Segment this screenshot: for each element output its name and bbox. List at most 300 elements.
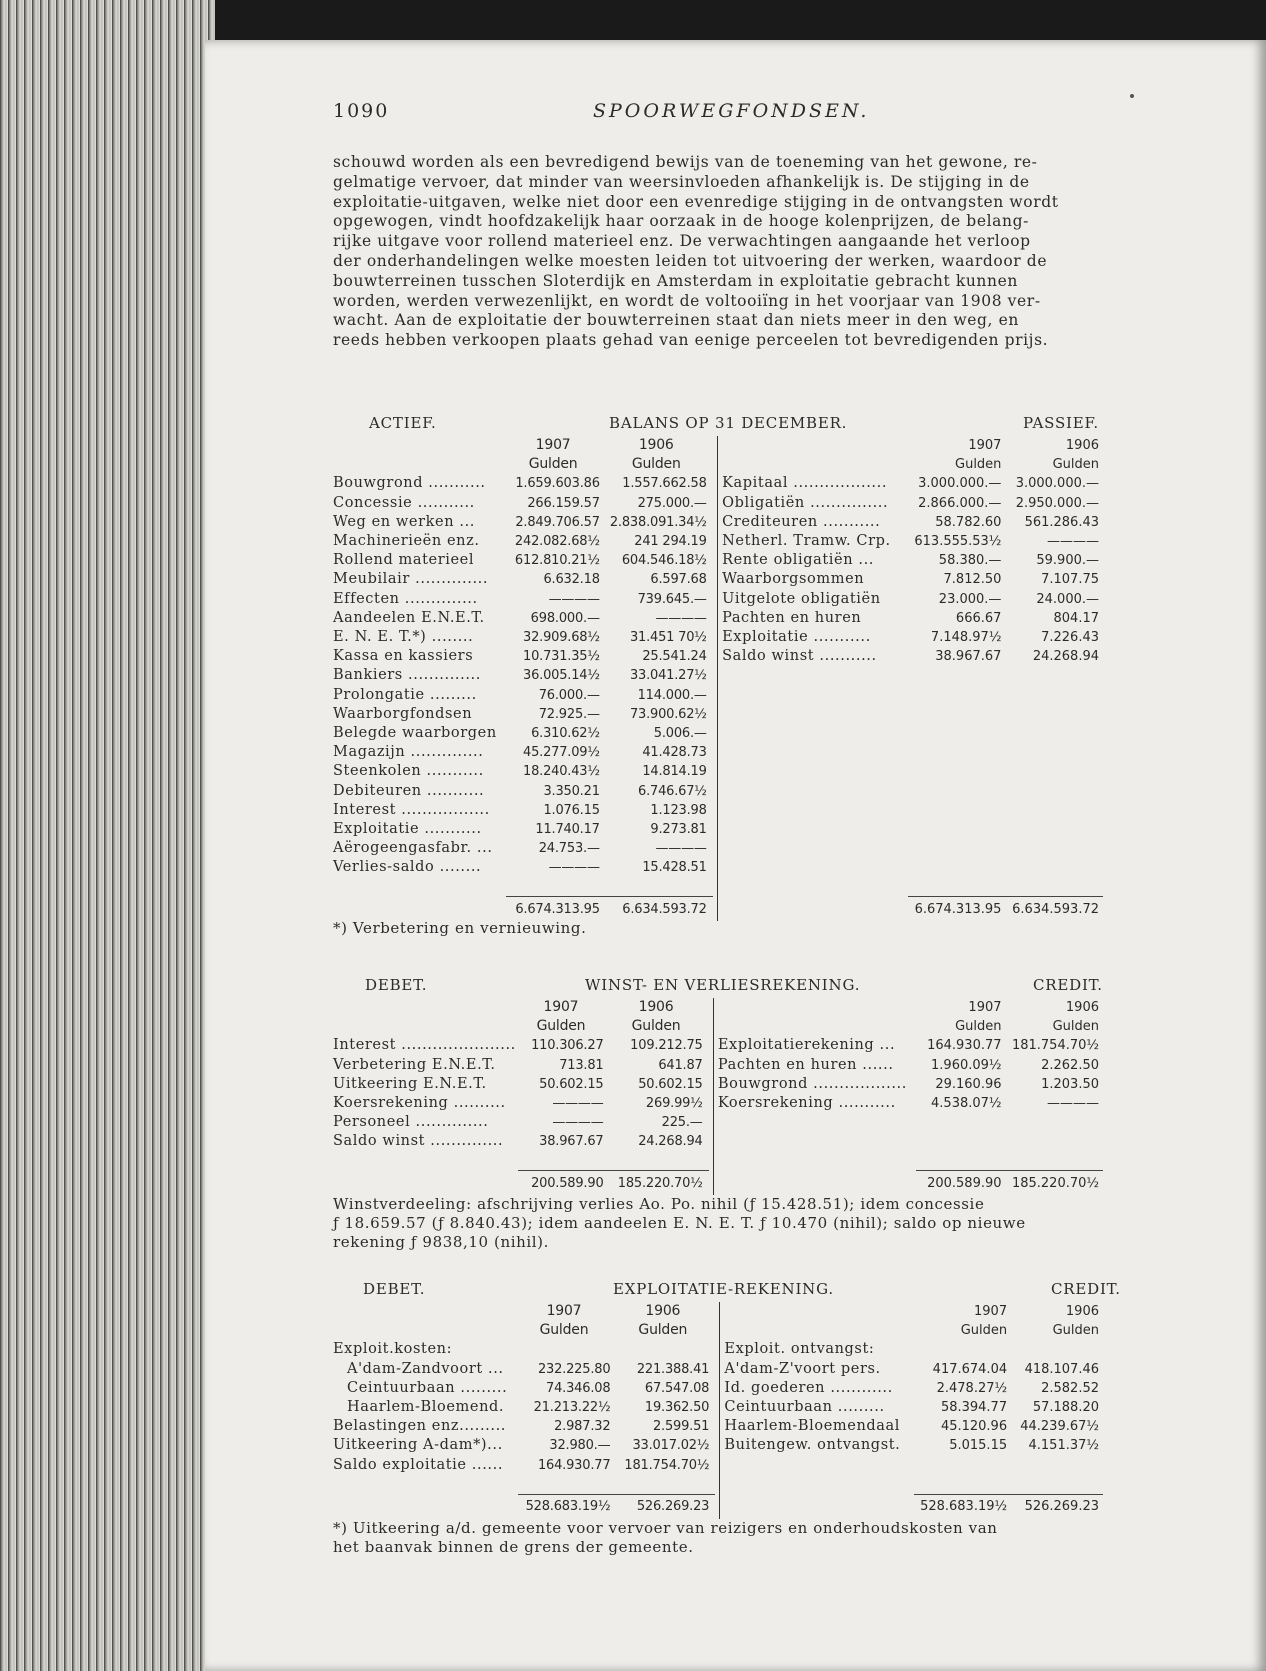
value-1907: 2.849.706.57 <box>515 514 600 530</box>
value-1907: 698.000.— <box>530 610 600 626</box>
column-header: Gulden <box>1052 457 1099 473</box>
row-label: A'dam-Zandvoort ... <box>347 1360 504 1377</box>
table-row <box>333 513 1103 532</box>
value-1906: 561.286.43 <box>1024 514 1099 530</box>
table-row <box>333 1456 1103 1475</box>
operating-account <box>333 1280 1121 1557</box>
table-row <box>333 551 1103 570</box>
blank-cell <box>713 1132 916 1151</box>
blank-cell <box>1005 839 1103 858</box>
row-label: E. N. E. T.*) ........ <box>333 629 474 646</box>
value-1907: 18.240.43½ <box>523 764 600 780</box>
column-header: Gulden <box>955 457 1002 473</box>
table-row <box>333 1360 1103 1379</box>
blank-cell <box>718 839 908 858</box>
blank-cell <box>1005 705 1103 724</box>
row-label: Belegde waarborgen <box>333 725 497 742</box>
blank-cell <box>333 1321 518 1340</box>
table-row <box>333 1132 1103 1151</box>
blank-cell <box>1011 1475 1103 1494</box>
value-1906: 241 294.19 <box>634 534 707 550</box>
blank-cell <box>908 724 1006 743</box>
row-label: Meubilair .............. <box>333 571 489 588</box>
paragraph-line: reeds hebben verkoopen plaats gehad van eenige perceelen tot bevredigenden prijs. <box>333 331 1049 350</box>
column-header: 1906 <box>638 999 674 1015</box>
note-line: ƒ 18.659.57 (ƒ 8.840.43); idem aandeelen E. N. E. T. ƒ 10.470 (nihil); saldo op nieuwe <box>333 1214 1026 1233</box>
value-1906: 2.599.51 <box>652 1419 710 1435</box>
value-1906: 109.212.75 <box>630 1038 703 1054</box>
value-1907: 1.076.15 <box>543 802 600 818</box>
page-header <box>333 100 1103 130</box>
row-label: Belastingen enz......... <box>333 1418 507 1435</box>
row-label: Rente obligatiën ... <box>722 552 874 569</box>
value-1906: 24.268.94 <box>638 1134 703 1150</box>
value-1906 <box>616 1340 715 1359</box>
column-header-row <box>333 998 1103 1017</box>
credit-heading: CREDIT. <box>1051 1280 1121 1298</box>
value-1906: 25.541.24 <box>642 649 707 665</box>
value-1906: 57.188.20 <box>1032 1400 1099 1416</box>
blank-cell <box>720 1456 914 1475</box>
blank-cell <box>506 878 605 897</box>
table-row <box>333 1436 1103 1455</box>
table-row <box>333 532 1103 551</box>
row-label: Uitgelote obligatiën <box>722 590 881 607</box>
value-1906: 33.041.27½ <box>629 668 707 684</box>
profit-loss-account <box>333 976 1103 1252</box>
row-label: Interest ................. <box>333 801 490 818</box>
blank-cell <box>908 801 1006 820</box>
row-label: Effecten .............. <box>333 590 478 607</box>
table-row <box>333 666 1103 685</box>
blank-cell <box>718 743 908 762</box>
print-smudge <box>1130 94 1134 98</box>
value-1906: 31.451 70½ <box>629 630 707 646</box>
value-1907: 242.082.68½ <box>514 534 600 550</box>
blank-cell <box>718 666 908 685</box>
blank-cell <box>606 878 713 897</box>
table-row <box>333 820 1103 839</box>
value-1907: 10.731.35½ <box>523 649 600 665</box>
table-row <box>333 1094 1103 1113</box>
value-1906: 24.000.— <box>1036 591 1099 607</box>
total-1907: 200.589.90 <box>927 1175 1002 1191</box>
blank-cell <box>333 1152 518 1171</box>
value-1907 <box>518 1340 617 1359</box>
profit-loss-table <box>333 998 1103 1195</box>
running-title: SPOORWEGFONDSEN. <box>593 100 870 122</box>
credit-heading: CREDIT. <box>1033 976 1103 994</box>
value-1907: 164.930.77 <box>927 1038 1002 1054</box>
row-label: Aërogeengasfabr. ... <box>333 840 493 857</box>
value-1906: 2.262.50 <box>1041 1057 1099 1073</box>
blank-cell <box>718 820 908 839</box>
blank-cell <box>914 1475 1011 1494</box>
paragraph-line: opgewogen, vindt hoofdzakelijk haar oorzaak in de hooge kolenprijzen, de belang- <box>333 212 1029 231</box>
table-row <box>333 1398 1103 1417</box>
spacer-row <box>333 1475 1103 1494</box>
table-row <box>333 1036 1103 1055</box>
blank-cell <box>718 724 908 743</box>
row-label: Exploitatie ........... <box>722 629 871 646</box>
value-1906: ———— <box>1047 534 1099 550</box>
blank-cell <box>333 455 506 474</box>
column-header-row <box>333 1017 1103 1036</box>
blank-cell <box>1005 801 1103 820</box>
table-row <box>333 1056 1103 1075</box>
total-row <box>333 897 1103 922</box>
blank-cell <box>718 686 908 705</box>
value-1907: 32.980.— <box>549 1438 611 1454</box>
book-page-edges <box>0 0 215 1671</box>
row-label: Rollend materieel <box>333 552 475 569</box>
table-row <box>333 724 1103 743</box>
value-1906: 33.017.02½ <box>632 1438 710 1454</box>
column-header: 1907 <box>546 1303 582 1319</box>
debet-heading: DEBET. <box>365 976 428 994</box>
row-label: Haarlem-Bloemendaal <box>724 1418 901 1435</box>
value-1907 <box>914 1340 1011 1359</box>
blank-cell <box>720 1302 914 1321</box>
value-1907: ———— <box>552 1096 604 1112</box>
value-1906: 7.107.75 <box>1041 572 1099 588</box>
row-label: Waarborgfondsen <box>333 705 473 722</box>
blank-cell <box>333 1302 518 1321</box>
column-header: Gulden <box>960 1323 1008 1339</box>
value-1907: 3.000.000.— <box>918 476 1002 492</box>
value-1906: 418.107.46 <box>1024 1361 1099 1377</box>
page-number: 1090 <box>333 100 390 122</box>
value-1907: 45.277.09½ <box>523 745 600 761</box>
value-1906: 181.754.70½ <box>1011 1038 1099 1054</box>
balance-sheet-titles <box>333 414 1103 436</box>
value-1907: 4.538.07½ <box>931 1096 1002 1112</box>
row-label: Debiteuren ........... <box>333 782 485 799</box>
blank-cell <box>333 1475 518 1494</box>
row-label: Uitkeering A-dam*)... <box>333 1437 503 1454</box>
debet-heading: DEBET. <box>363 1280 426 1298</box>
table-row <box>333 494 1103 513</box>
spacer-row <box>333 1152 1103 1171</box>
value-1906: ———— <box>655 841 707 857</box>
row-label: Exploitatierekening ... <box>717 1037 896 1054</box>
value-1907: 3.350.21 <box>543 783 600 799</box>
value-1907: 613.555.53½ <box>914 534 1002 550</box>
column-header: Gulden <box>631 1018 681 1035</box>
column-header: Gulden <box>1052 1323 1099 1339</box>
blank-cell <box>333 1171 518 1196</box>
value-1907: 2.866.000.— <box>918 495 1002 511</box>
value-1906: ———— <box>1047 1096 1099 1112</box>
blank-cell <box>713 998 916 1017</box>
paragraph-line: schouwd worden als een bevredigend bewijs van de toeneming van het gewone, re- <box>333 153 1038 171</box>
value-1906: 15.428.51 <box>642 860 707 876</box>
operating-account-titles <box>333 1280 1121 1302</box>
row-label: Netherl. Tramw. Crp. <box>722 533 891 550</box>
value-1907: 58.394.77 <box>940 1400 1008 1416</box>
value-1907: 11.740.17 <box>535 822 600 838</box>
value-1907: 417.674.04 <box>932 1361 1008 1377</box>
value-1907: 38.967.67 <box>539 1134 604 1150</box>
blank-cell <box>718 878 908 897</box>
value-1906: 225.— <box>661 1115 703 1131</box>
value-1907: 6.632.18 <box>543 572 600 588</box>
value-1906: 14.814.19 <box>642 764 707 780</box>
value-1907: 2.987.32 <box>554 1419 611 1435</box>
value-1906: 9.273.81 <box>650 822 707 838</box>
value-1906: 275.000.— <box>637 495 707 511</box>
row-label: Haarlem-Bloemend. <box>347 1399 505 1416</box>
column-header-row <box>333 436 1103 455</box>
value-1907: 7.812.50 <box>943 572 1002 588</box>
balance-sheet <box>333 414 1103 938</box>
total-1906: 6.634.593.72 <box>622 901 707 917</box>
blank-cell <box>908 878 1006 897</box>
row-label: Magazijn .............. <box>333 744 484 761</box>
total-1907: 6.674.313.95 <box>914 901 1002 917</box>
blank-cell <box>333 998 518 1017</box>
row-label: Prolongatie ......... <box>333 686 477 703</box>
blank-cell <box>713 1113 916 1132</box>
column-header-row <box>333 1302 1103 1321</box>
row-label: Exploitatie ........... <box>333 821 482 838</box>
note-line: het baanvak binnen de grens der gemeente. <box>333 1537 694 1556</box>
value-1906: 2.950.000.— <box>1015 495 1099 511</box>
row-label: Machinerieën enz. <box>333 533 480 550</box>
column-header: Gulden <box>528 456 578 473</box>
value-1907: 110.306.27 <box>531 1038 604 1054</box>
row-label: Saldo winst ........... <box>722 648 877 665</box>
blank-cell <box>720 1321 914 1340</box>
operating-footnote <box>333 1519 1103 1557</box>
row-label: Obligatiën ............... <box>722 494 889 511</box>
table-row <box>333 839 1103 858</box>
balance-footnote: *) Verbetering en vernieuwing. <box>333 919 587 938</box>
value-1906: 2.838.091.34½ <box>609 514 707 530</box>
value-1907: 612.810.21½ <box>514 553 600 569</box>
value-1907: 38.967.67 <box>935 649 1002 665</box>
value-1906: 181.754.70½ <box>624 1457 710 1473</box>
value-1907: 32.909.68½ <box>523 630 600 646</box>
value-1907: 5.015.15 <box>949 1438 1008 1454</box>
column-header: 1907 <box>968 1000 1002 1015</box>
row-label: Steenkolen ........... <box>333 763 484 780</box>
column-header: 1906 <box>1065 1304 1099 1319</box>
paragraph-line: der onderhandelingen welke moesten leiden tot uitvoering der werken, waardoor de <box>333 251 1048 270</box>
value-1906: 804.17 <box>1053 610 1099 626</box>
total-1907: 200.589.90 <box>531 1175 604 1191</box>
table-row <box>333 743 1103 762</box>
row-label: A'dam-Z'voort pers. <box>724 1360 881 1377</box>
value-1907: 21.213.22½ <box>533 1400 611 1416</box>
total-1906: 526.269.23 <box>1024 1498 1099 1514</box>
value-1907: 74.346.08 <box>546 1380 611 1396</box>
blank-cell <box>713 1171 916 1196</box>
total-1907: 528.683.19½ <box>920 1498 1008 1514</box>
column-header: Gulden <box>1052 1019 1099 1035</box>
row-label: Concessie ........... <box>333 494 475 511</box>
table-row <box>333 1340 1103 1359</box>
blank-cell <box>1005 782 1103 801</box>
row-label: Buitengew. ontvangst. <box>724 1437 901 1454</box>
value-1906: 6.597.68 <box>650 572 707 588</box>
value-1907: 713.81 <box>559 1057 604 1073</box>
value-1906: 269.99½ <box>645 1096 703 1112</box>
value-1907: 45.120.96 <box>940 1419 1008 1435</box>
value-1906: 739.645.— <box>637 591 707 607</box>
table-row <box>333 762 1103 781</box>
column-header: Gulden <box>631 456 681 473</box>
value-1906: ———— <box>655 610 707 626</box>
paragraph-line: exploitatie-uitgaven, welke niet door een evenredige stijging in de ontvangsten wordt <box>333 192 1059 211</box>
value-1906: 3.000.000.— <box>1015 476 1099 492</box>
blank-cell <box>1006 1132 1103 1151</box>
table-row <box>333 782 1103 801</box>
value-1906: 41.428.73 <box>642 745 707 761</box>
profit-distribution-note <box>333 1195 1103 1252</box>
table-row <box>333 686 1103 705</box>
column-header: 1906 <box>1065 438 1099 453</box>
row-label: Uitkeering E.N.E.T. <box>333 1075 487 1092</box>
blank-cell <box>718 762 908 781</box>
value-1906: 604.546.18½ <box>621 553 707 569</box>
column-header-row <box>333 455 1103 474</box>
value-1906: 1.203.50 <box>1041 1076 1099 1092</box>
blank-cell <box>908 839 1006 858</box>
operating-account-table <box>333 1302 1103 1519</box>
table-row <box>333 1113 1103 1132</box>
value-1907: 23.000.— <box>938 591 1002 607</box>
total-1906: 6.634.593.72 <box>1012 901 1099 917</box>
column-header: 1907 <box>968 438 1002 453</box>
column-header: 1907 <box>535 437 571 453</box>
column-header: Gulden <box>539 1322 589 1339</box>
intro-paragraph <box>333 153 1097 351</box>
blank-cell <box>1005 724 1103 743</box>
value-1907: 1.960.09½ <box>931 1057 1002 1073</box>
blank-cell <box>718 436 908 455</box>
blank-cell <box>333 436 506 455</box>
value-1906: 6.746.67½ <box>638 783 707 799</box>
blank-cell <box>720 1475 914 1494</box>
total-1906: 185.220.70½ <box>617 1175 703 1191</box>
value-1907: 7.148.97½ <box>930 630 1002 646</box>
blank-cell <box>1005 686 1103 705</box>
blank-cell <box>718 801 908 820</box>
balance-sheet-title: BALANS OP 31 DECEMBER. <box>609 414 848 432</box>
table-row <box>333 474 1103 493</box>
profit-loss-titles <box>333 976 1103 998</box>
actief-heading: ACTIEF. <box>369 414 437 432</box>
row-label: Exploit.kosten: <box>333 1341 453 1358</box>
blank-cell <box>333 897 506 922</box>
blank-cell <box>518 1152 609 1171</box>
value-1907: 29.160.96 <box>935 1076 1002 1092</box>
blank-cell <box>1005 878 1103 897</box>
column-header: 1906 <box>1065 1000 1099 1015</box>
paragraph-line: wacht. Aan de exploitatie der bouwterreinen staat dan niets meer in den weg, en <box>333 311 1019 330</box>
blank-cell <box>908 782 1006 801</box>
value-1907: 58.782.60 <box>935 514 1002 530</box>
row-label: Exploit. ontvangst: <box>724 1341 875 1358</box>
blank-cell <box>1005 820 1103 839</box>
row-label: Aandeelen E.N.E.T. <box>333 609 485 626</box>
blank-cell <box>908 686 1006 705</box>
row-label: Pachten en huren ...... <box>717 1056 894 1073</box>
value-1907: 58.380.— <box>938 553 1002 569</box>
blank-cell <box>916 1132 1005 1151</box>
total-row <box>333 1171 1103 1196</box>
blank-cell <box>718 782 908 801</box>
table-row <box>333 590 1103 609</box>
blank-cell <box>916 1152 1005 1171</box>
blank-cell <box>713 1152 916 1171</box>
column-header-row <box>333 1321 1103 1340</box>
value-1906: 4.151.37½ <box>1028 1438 1099 1454</box>
value-1906: 114.000.— <box>637 687 707 703</box>
row-label: Bankiers .............. <box>333 667 481 684</box>
total-1906: 526.269.23 <box>636 1498 710 1514</box>
value-1906: 24.268.94 <box>1032 649 1099 665</box>
blank-cell <box>908 820 1006 839</box>
value-1907: 6.310.62½ <box>531 726 600 742</box>
profit-loss-title: WINST- EN VERLIESREKENING. <box>585 976 861 994</box>
row-label: Interest ...................... <box>333 1037 516 1054</box>
table-row <box>333 570 1103 589</box>
blank-cell <box>718 897 908 922</box>
blank-cell <box>616 1475 715 1494</box>
row-label: Kassa en kassiers <box>333 648 474 665</box>
blank-cell <box>1006 1113 1103 1132</box>
blank-cell <box>718 455 908 474</box>
value-1906: 67.547.08 <box>644 1380 710 1396</box>
blank-cell <box>908 858 1006 877</box>
value-1907: 72.925.— <box>538 706 600 722</box>
value-1907: 76.000.— <box>538 687 600 703</box>
value-1907: 36.005.14½ <box>523 668 600 684</box>
note-line: Winstverdeeling: afschrijving verlies Ao. Po. nihil (ƒ 15.428.51); idem concessie <box>333 1195 985 1214</box>
blank-cell <box>718 705 908 724</box>
value-1906 <box>1011 1340 1103 1359</box>
table-row <box>333 1379 1103 1398</box>
operating-account-title: EXPLOITATIE-REKENING. <box>613 1280 834 1298</box>
blank-cell <box>914 1456 1011 1475</box>
blank-cell <box>1005 858 1103 877</box>
blank-cell <box>916 1113 1005 1132</box>
blank-cell <box>908 666 1006 685</box>
row-label: Pachten en huren <box>722 609 862 626</box>
row-label: Koersrekening .......... <box>333 1095 506 1112</box>
column-header: Gulden <box>955 1019 1002 1035</box>
row-label: Waarborgsommen <box>722 571 865 588</box>
passief-heading: PASSIEF. <box>1023 414 1099 432</box>
note-line: *) Uitkeering a/d. gemeente voor vervoer van reizigers en onderhoudskosten van <box>333 1518 998 1537</box>
blank-cell <box>718 858 908 877</box>
value-1907: ———— <box>548 591 600 607</box>
spacer-row <box>333 878 1103 897</box>
blank-cell <box>713 1017 916 1036</box>
value-1906: 73.900.62½ <box>629 706 707 722</box>
value-1907: 24.753.— <box>538 841 600 857</box>
value-1907: 232.225.80 <box>537 1361 611 1377</box>
value-1906: 221.388.41 <box>636 1361 710 1377</box>
paragraph-line: bouwterreinen tusschen Sloterdijk en Amsterdam in exploitatie gebracht kunnen <box>333 271 1018 290</box>
value-1906: 50.602.15 <box>638 1076 703 1092</box>
blank-cell <box>908 762 1006 781</box>
value-1906: 641.87 <box>658 1057 703 1073</box>
value-1906: 59.900.— <box>1036 553 1099 569</box>
value-1906: 19.362.50 <box>644 1400 710 1416</box>
